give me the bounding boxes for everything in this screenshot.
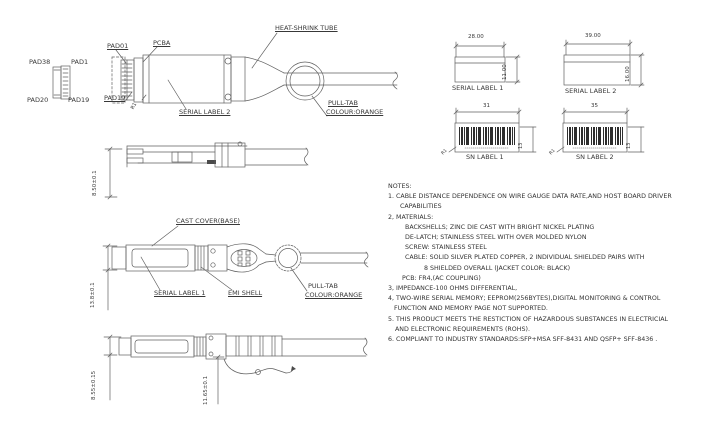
dim-11-65: 11.65±0.1 xyxy=(203,375,209,405)
emi-shell-callout: EMI SHELL xyxy=(228,289,263,297)
note-line: FUNCTION AND MEMORY PAGE NOT SUPPORTED. xyxy=(394,305,548,313)
sn1-title: SN LABEL 1 xyxy=(466,153,504,161)
notes-heading: NOTES: xyxy=(388,183,412,190)
cast-cover-callout: CAST COVER(BASE) xyxy=(176,217,240,225)
sn1-height-dim: 13 xyxy=(518,142,524,149)
pad01-callout: PAD01 xyxy=(107,42,129,50)
note-line: 1. CABLE DISTANCE DEPENDENCE ON WIRE GAUGE DATA RATE,AND HOST BOARD DRIVER xyxy=(388,193,672,201)
serial-label-2-callout: SERIAL LABEL 2 xyxy=(179,108,231,116)
pull-tab-colour-callout-top: COLOUR:ORANGE xyxy=(326,108,384,116)
pad38-label: PAD38 xyxy=(29,58,51,66)
sn2-height-dim: 13 xyxy=(626,142,632,149)
note-line: 6. COMPLIANT TO INDUSTRY STANDARDS:SFP+MSA SFF-8431 AND QSFP+ SFF-8436 . xyxy=(388,336,658,344)
serial1-width-dim: 28.00 xyxy=(468,34,484,40)
note-line: 4, TWO-WIRE SERIAL MEMORY; EEPROM(256BYTES),DIGITAL MONITORING & CONTROL xyxy=(388,295,661,303)
pad19-callout: PAD19 xyxy=(104,94,126,102)
sn1-corner-radius: R1 xyxy=(440,148,449,157)
sn1-width-dim: 31 xyxy=(483,103,490,109)
pad1-label: PAD1 xyxy=(71,58,89,66)
serial1-height-dim: 11.00 xyxy=(502,64,508,80)
note-line: 3, IMPEDANCE-100 OHMS DIFFERENTIAL, xyxy=(388,285,518,293)
note-line: AND ELECTRONIC REQUIREMENTS (ROHS). xyxy=(395,325,530,333)
pcba-callout: PCBA xyxy=(153,39,171,47)
dim-8-55: 8.55±0.15 xyxy=(91,370,97,400)
dim-8-50: 8.50±0.1 xyxy=(92,170,98,196)
note-line: SCREW: STAINLESS STEEL xyxy=(405,244,487,252)
note-line: 8 SHIELDED OVERALL (JACKET COLOR: BLACK) xyxy=(424,264,571,272)
dim-13-8: 13.8±0.1 xyxy=(90,282,96,308)
note-line: DE-LATCH; STAINLESS STEEL WITH OVER MOLDED NYLON xyxy=(405,234,587,242)
r1-callout: R1 xyxy=(129,101,139,111)
note-line: 5. THIS PRODUCT MEETS THE RESTICTION OF HAZARDOUS SUBSTANCES IN ELECTRICIAL xyxy=(388,315,669,323)
serial2-width-dim: 39.00 xyxy=(585,33,601,39)
serial-label-1-callout: SERIAL LABEL 1 xyxy=(154,289,206,297)
sn2-corner-radius: R1 xyxy=(548,148,557,157)
serial2-height-dim: 16.00 xyxy=(625,66,631,82)
pad20-label: PAD20 xyxy=(27,96,49,104)
note-line: BACKSHELLS; ZINC DIE CAST WITH BRIGHT NICKEL PLATING xyxy=(405,223,595,231)
pull-tab-callout-top: PULL-TAB xyxy=(328,99,358,107)
serial2-title: SERIAL LABEL 2 xyxy=(565,87,617,95)
sn2-title: SN LABEL 2 xyxy=(576,153,614,161)
heat-shrink-tube-callout: HEAT-SHRINK TUBE xyxy=(275,24,338,32)
notes-section xyxy=(388,182,718,345)
note-line: PCB: FR4,(AC COUPLING) xyxy=(402,274,481,282)
pull-tab-callout-mid: PULL-TAB xyxy=(308,282,338,290)
sn-label-2-barcode xyxy=(567,127,623,145)
note-line: CABLE: SOLID SILVER PLATED COPPER, 2 INDIVIDUAL SHIELDED PAIRS WITH xyxy=(405,254,645,262)
pull-tab-colour-callout-mid: COLOUR:ORANGE xyxy=(305,291,363,299)
note-line: 2, MATERIALS: xyxy=(388,213,434,221)
sn-label-1-barcode xyxy=(459,127,515,145)
serial1-title: SERIAL LABEL 1 xyxy=(452,84,504,92)
note-line: CAPABILITIES xyxy=(400,203,442,211)
pad19-front-label: PAD19 xyxy=(68,96,90,104)
sn2-width-dim: 35 xyxy=(591,103,598,109)
